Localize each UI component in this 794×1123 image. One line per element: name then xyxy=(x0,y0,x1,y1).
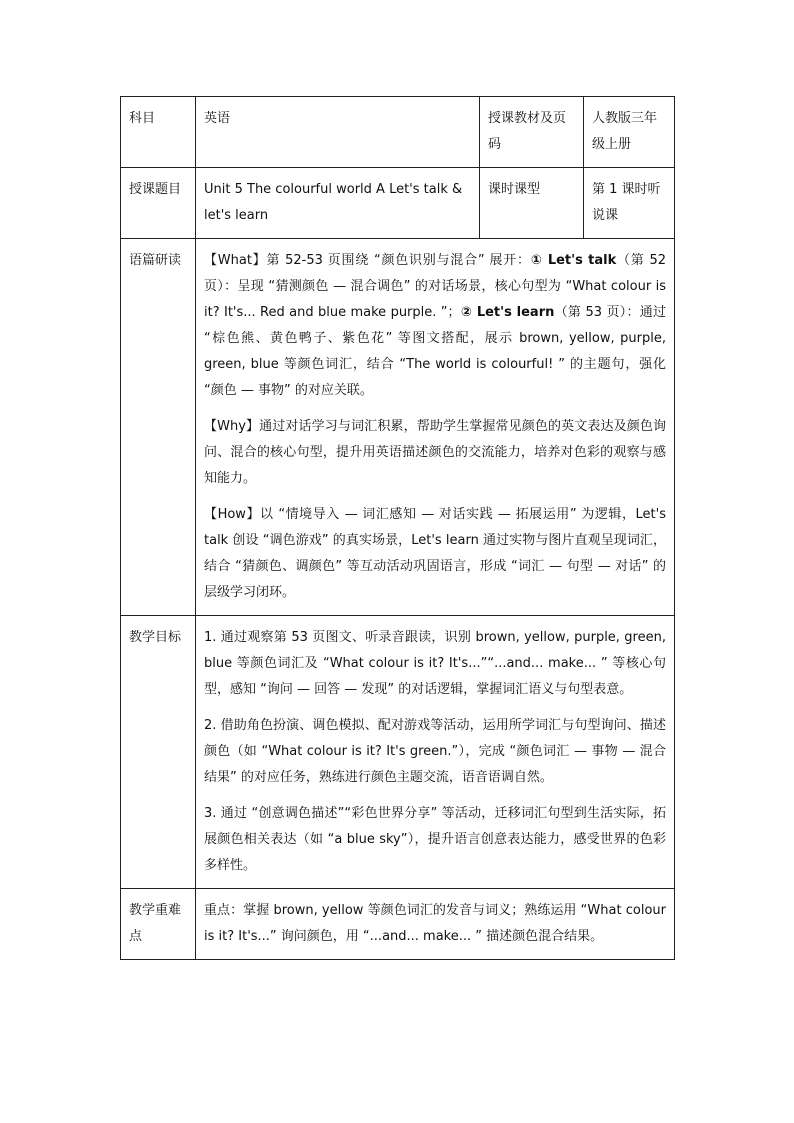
key-points-label-cell xyxy=(121,889,196,960)
teaching-goals-label-cell xyxy=(121,616,196,889)
key-points-label: 教学重难点 xyxy=(129,903,182,944)
goal-item: 2. 借助角色扮演、调色模拟、配对游戏等活动，运用所学词汇与句型询问、描述颜色（如 “What colour is it? It's green.”），完成 “颜色词汇 — 事物 — 混合结果” 的对应任务，熟练进行颜色主题交流，语音语调自然。 xyxy=(204,718,666,785)
row-text-analysis xyxy=(121,239,675,616)
how-paragraph: 【How】以 “情境导入 — 词汇感知 — 对话实践 — 拓展运用” 为逻辑，Let's talk 创设 “调色游戏” 的真实场景，Let's learn 通过实物与图片直观呈现词汇，结合 “猜颜色、调颜色” 等互动活动巩固语言，形成 “词汇 — 句型 — 对话” 的层级学习闭环。 xyxy=(204,507,666,600)
lesson-type-label-cell xyxy=(480,168,584,239)
row-teaching-goals xyxy=(121,616,675,889)
row-key-points xyxy=(121,889,675,960)
textbook-value-cell xyxy=(584,97,675,168)
topic-label-cell xyxy=(121,168,196,239)
lets-talk-heading: ① Let's talk xyxy=(530,253,617,268)
lesson-plan-table xyxy=(120,96,675,960)
text-analysis-label: 语篇研读 xyxy=(129,253,182,268)
textbook-label-cell xyxy=(480,97,584,168)
teaching-goals-label: 教学目标 xyxy=(129,630,182,645)
teaching-goals-content-cell xyxy=(196,616,675,889)
goal-item: 3. 通过 “创意调色描述”“彩色世界分享” 等活动，迁移词汇句型到生活实际，拓展颜色相关表达（如 “a blue sky”），提升语言创意表达能力，感受世界的色彩多样性。 xyxy=(204,806,666,873)
lesson-type-label: 课时课型 xyxy=(488,182,541,197)
what-text-3: （第 53 页）：通过 “棕色熊、黄色鸭子、紫色花” 等图文搭配，展示 brown, yellow, purple, green, blue 等颜色词汇，结合 “The world is colourful! ” 的主题句，强化 “颜色 — 事物” 的对应关联。 xyxy=(204,305,666,398)
subject-value: 英语 xyxy=(204,111,231,126)
why-paragraph: 【Why】通过对话学习与词汇积累，帮助学生掌握常见颜色的英文表达及颜色询问、混合的核心句型，提升用英语描述颜色的交流能力，培养对色彩的观察与感知能力。 xyxy=(204,419,666,486)
textbook-value: 人教版三年级上册 xyxy=(592,111,658,152)
text-analysis-content-cell xyxy=(196,239,675,616)
topic-value: Unit 5 The colourful world A Let's talk & let's learn xyxy=(204,182,463,223)
goal-item: 1. 通过观察第 53 页图文、听录音跟读，识别 brown, yellow, purple, green, blue 等颜色词汇及 “What colour is it? It's...”“...and... make... ” 等核心句型，感知 “询问 — 回答 — 发现” 的对话逻辑，掌握词汇语义与句型表意。 xyxy=(204,630,666,697)
subject-label-cell xyxy=(121,97,196,168)
lets-learn-heading: ② Let's learn xyxy=(460,305,555,320)
key-points-text: 重点：掌握 brown, yellow 等颜色词汇的发音与词义；熟练运用 “What colour is it? It's...” 询问颜色，用 “...and... make... ” 描述颜色混合结果。 xyxy=(204,903,666,944)
topic-label: 授课题目 xyxy=(129,182,182,197)
what-text-1: 【What】第 52-53 页围绕 “颜色识别与混合” 展开： xyxy=(204,253,531,268)
key-points-content-cell xyxy=(196,889,675,960)
text-analysis-label-cell xyxy=(121,239,196,616)
what-paragraph xyxy=(204,248,666,404)
textbook-label: 授课教材及页码 xyxy=(488,111,567,152)
lesson-type-value-cell xyxy=(584,168,675,239)
row-subject xyxy=(121,97,675,168)
subject-value-cell xyxy=(196,97,480,168)
topic-value-cell xyxy=(196,168,480,239)
row-topic xyxy=(121,168,675,239)
what-text-2: （第 52 页）：呈现 “猜测颜色 — 混合调色” 的对话场景，核心句型为 “What colour is it? It's... Red and blue make purple. ”； xyxy=(204,253,666,320)
subject-label: 科目 xyxy=(129,111,156,126)
lesson-type-value: 第 1 课时听说课 xyxy=(592,182,661,223)
